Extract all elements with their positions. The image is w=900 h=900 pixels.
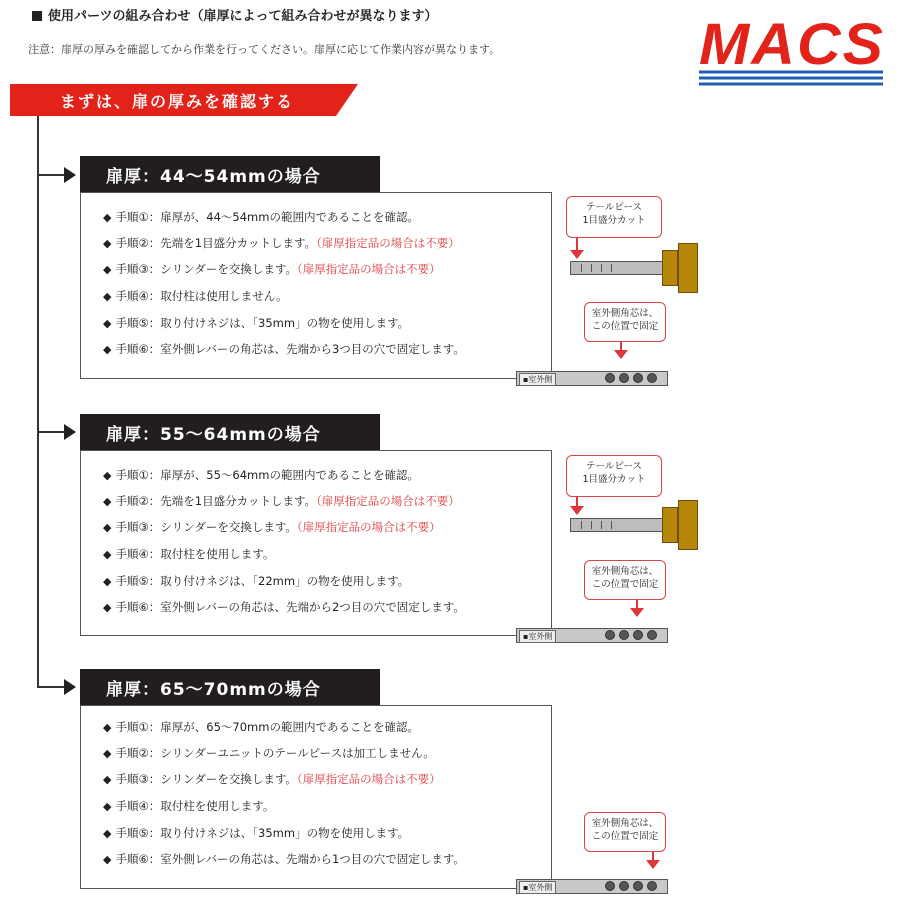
step-note: （扉厚指定品の場合は不要） [296, 772, 441, 786]
outer-square-shaft-plate [516, 371, 668, 386]
cylinder-head-icon [678, 500, 698, 550]
red-arrow-icon [570, 250, 584, 259]
cylinder-icon [662, 507, 678, 543]
cylinder-icon [662, 250, 678, 286]
diamond-bullet-icon: ◆ [103, 773, 112, 786]
step-row: ◆ 手順③：シリンダーを交換します。（扉厚指定品の場合は不要） [103, 262, 441, 276]
step-row: ◆ 手順②：シリンダーユニットのテールピースは加工しません。 [103, 746, 435, 760]
step-row: ◆ 手順④：取付柱を使用します。 [103, 799, 275, 813]
hole-icon [647, 630, 657, 640]
page-title: 使用パーツの組み合わせ（扉厚によって組み合わせが異なります） [48, 9, 438, 24]
hole-icon [619, 881, 629, 891]
cylinder-head-icon [678, 243, 698, 293]
diamond-bullet-icon: ◆ [103, 317, 112, 330]
hole-icon [633, 630, 643, 640]
step-row: ◆ 手順①：扉厚が、44～54mmの範囲内であることを確認。 [103, 210, 419, 224]
section-box-55-64 [80, 450, 552, 636]
plate-callout: 室外側角芯は、 この位置で固定 [584, 302, 666, 342]
step-row: ◆ 手順①：扉厚が、65～70mmの範囲内であることを確認。 [103, 720, 419, 734]
diamond-bullet-icon: ◆ [103, 237, 112, 250]
outer-square-shaft-plate [516, 879, 668, 894]
plate-label: ▪室外側 [519, 881, 556, 894]
hole-icon [647, 373, 657, 383]
section-box-65-70 [80, 705, 552, 889]
step-row: ◆ 手順②：先端を1目盛分カットします。（扉厚指定品の場合は不要） [103, 236, 460, 250]
diamond-bullet-icon: ◆ [103, 495, 112, 508]
diamond-bullet-icon: ◆ [103, 747, 112, 760]
diamond-bullet-icon: ◆ [103, 211, 112, 224]
flow-arrow-icon [64, 679, 76, 695]
step-row: ◆ 手順③：シリンダーを交換します。（扉厚指定品の場合は不要） [103, 520, 441, 534]
step-note: （扉厚指定品の場合は不要） [316, 494, 460, 508]
step-row: ◆ 手順⑥：室外側レバーの角芯は、先端から2つ目の穴で固定します。 [103, 600, 465, 614]
plate-label: ▪室外側 [519, 373, 556, 386]
red-arrow-icon [570, 506, 584, 515]
diamond-bullet-icon: ◆ [103, 469, 112, 482]
svg-text:MACS: MACS [699, 12, 885, 77]
flow-arrow-icon [64, 424, 76, 440]
page-note: 注意：扉厚の厚みを確認してから作業を行ってください。扉厚に応じて作業内容が異なります。 [28, 43, 501, 56]
step-row: ◆ 手順⑤：取り付けネジは、「35mm」の物を使用します。 [103, 826, 410, 840]
square-bullet-icon [32, 11, 42, 21]
hole-icon [647, 881, 657, 891]
step-row: ◆ 手順④：取付柱は使用しません。 [103, 289, 288, 303]
diamond-bullet-icon: ◆ [103, 548, 112, 561]
step-row: ◆ 手順④：取付柱を使用します。 [103, 547, 275, 561]
step-note: （扉厚指定品の場合は不要） [296, 262, 441, 276]
step-row: ◆ 手順③：シリンダーを交換します。（扉厚指定品の場合は不要） [103, 772, 441, 786]
outer-square-shaft-plate [516, 628, 668, 643]
diamond-bullet-icon: ◆ [103, 575, 112, 588]
diamond-bullet-icon: ◆ [103, 521, 112, 534]
tailpiece-bar [570, 518, 668, 532]
section-header-65-70 [80, 669, 380, 705]
section-box-44-54 [80, 192, 552, 379]
plate-callout: 室外側角芯は、 この位置で固定 [584, 812, 666, 852]
hole-icon [633, 881, 643, 891]
red-arrow-icon [646, 860, 660, 869]
step-row: ◆ 手順①：扉厚が、55～64mmの範囲内であることを確認。 [103, 468, 419, 482]
step-row: ◆ 手順②：先端を1目盛分カットします。（扉厚指定品の場合は不要） [103, 494, 460, 508]
diamond-bullet-icon: ◆ [103, 853, 112, 866]
page-heading [32, 5, 437, 24]
section-header-44-54 [80, 156, 380, 192]
diamond-bullet-icon: ◆ [103, 827, 112, 840]
banner-text: まずは、扉の厚みを確認する [60, 92, 295, 111]
hole-icon [605, 881, 615, 891]
flow-arrow-icon [64, 167, 76, 183]
flow-vertical-line [37, 116, 39, 688]
step-note: （扉厚指定品の場合は不要） [296, 520, 441, 534]
tailpiece-bar [570, 261, 668, 275]
red-arrow-icon [630, 608, 644, 617]
hole-icon [619, 630, 629, 640]
hole-icon [619, 373, 629, 383]
diamond-bullet-icon: ◆ [103, 290, 112, 303]
diamond-bullet-icon: ◆ [103, 343, 112, 356]
step-row: ◆ 手順⑥：室外側レバーの角芯は、先端から1つ目の穴で固定します。 [103, 852, 465, 866]
step-row: ◆ 手順⑥：室外側レバーの角芯は、先端から3つ目の穴で固定します。 [103, 342, 465, 356]
hole-icon [605, 630, 615, 640]
step-row: ◆ 手順⑤：取り付けネジは、「22mm」の物を使用します。 [103, 574, 410, 588]
plate-label: ▪室外側 [519, 630, 556, 643]
hole-icon [605, 373, 615, 383]
section-header-55-64 [80, 414, 380, 450]
hole-icon [633, 373, 643, 383]
step-row: ◆ 手順⑤：取り付けネジは、「35mm」の物を使用します。 [103, 316, 410, 330]
plate-callout: 室外側角芯は、 この位置で固定 [584, 560, 666, 600]
step-note: （扉厚指定品の場合は不要） [316, 236, 460, 250]
macs-logo [695, 8, 890, 88]
diamond-bullet-icon: ◆ [103, 263, 112, 276]
section-title: 扉厚：65～70mmの場合 [106, 680, 321, 700]
tailpiece-callout: テールピース 1目盛分カット [566, 455, 662, 497]
red-arrow-icon [614, 350, 628, 359]
section-title: 扉厚：55～64mmの場合 [106, 425, 321, 445]
diamond-bullet-icon: ◆ [103, 800, 112, 813]
section-title: 扉厚：44～54mmの場合 [106, 167, 321, 187]
diamond-bullet-icon: ◆ [103, 601, 112, 614]
diamond-bullet-icon: ◆ [103, 721, 112, 734]
tailpiece-callout: テールピース 1目盛分カット [566, 196, 662, 238]
